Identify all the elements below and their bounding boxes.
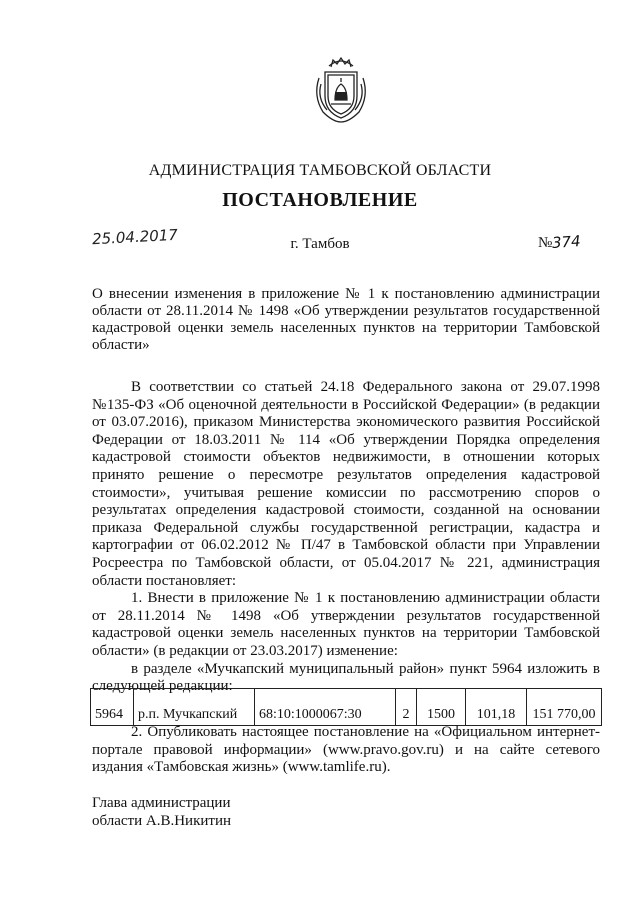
item-1-subparagraph: в разделе «Мучкапский муниципальный район» пункт 5964 изложить в следующей редакции: — [92, 660, 600, 695]
table-cell-cadastral-value: 151 770,00 — [527, 689, 602, 726]
city: г. Тамбов — [290, 236, 350, 252]
table-row — [91, 689, 602, 726]
document-type-title: ПОСТАНОВЛЕНИЕ — [222, 189, 418, 211]
table-cell-specific-value: 101,18 — [466, 689, 527, 726]
table-cell-locality: р.п. Мучкапский — [134, 689, 255, 726]
document-number — [538, 233, 581, 252]
document-subject: О внесении изменения в приложение № 1 к постановлению администрации области от 28.11.2014 № 1498 «Об утверждении результатов государственной кадастровой оценки земель населенных пунктов на территории Тамбовской области» — [92, 286, 600, 353]
table-cell-item: 5964 — [91, 689, 134, 726]
cadastral-value-table — [90, 688, 602, 726]
item-2-paragraph: 2. Опубликовать настоящее постановление на «Официальном интернет-портале правовой информации» (www.pravo.gov.ru) и на сайте сетевого издания «Тамбовская жизнь» (www.tamlife.ru). — [92, 724, 600, 776]
handwritten-number: 374 — [551, 232, 582, 252]
table-cell-cadastral-number: 68:10:1000067:30 — [255, 689, 396, 726]
number-sign: № — [538, 235, 553, 251]
coat-of-arms-emblem — [311, 54, 371, 126]
table-cell-area: 1500 — [417, 689, 466, 726]
table-cell-category: 2 — [396, 689, 417, 726]
signatory-name: области А.В.Никитин — [92, 813, 232, 829]
item-1-paragraph: 1. Внести в приложение № 1 к постановлению администрации области от 28.11.2014 № 1498 «Об утверждении результатов государственной кадастровой оценки земель населенных пунктов на территории Тамбовской области» (в редакции от 23.03.2017) изменение: — [92, 590, 600, 659]
preamble-paragraph: В соответствии со статьей 24.18 Федерального закона от 29.07.1998 №135-ФЗ «Об оценочной деятельности в Российской Федерации» (в редакции от 03.07.2016), приказом Министерства экономического развития Российской Федерации от 18.03.2011 № 114 «Об утверждении Порядка определения кадастровой стоимости объектов недвижимости, в отношении которых принято решение о пересмотре результатов определения кадастровой стоимости», учитывая решение комиссии по рассмотрению споров о результатах определения кадастровой стоимости, созданной на основании приказа Федеральной службы государственной регистрации, кадастра и картографии от 06.02.2012 № П/47 в Тамбовской области при Управлении Росреестра по Тамбовской области, от 05.04.2017 № 221, администрация области постановляет: — [92, 379, 600, 589]
handwritten-date: 25.04.2017 — [91, 225, 179, 249]
document-body — [92, 379, 600, 696]
document-body-continued — [92, 724, 600, 777]
issuing-authority: АДМИНИСТРАЦИЯ ТАМБОВСКОЙ ОБЛАСТИ — [148, 162, 492, 179]
signatory-title: Глава администрации — [92, 795, 231, 811]
signature-block — [92, 794, 231, 830]
